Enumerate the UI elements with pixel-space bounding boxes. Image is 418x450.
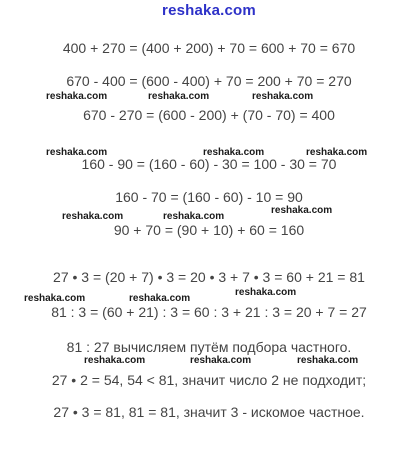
equation-line-4: 160 - 90 = (160 - 60) - 30 = 100 - 30 = 70	[81, 156, 337, 172]
watermark: reshaka.com	[84, 355, 146, 366]
text-line-1: 81 : 27 вычисляем путём подбора частного.	[66, 339, 352, 355]
watermark: reshaka.com	[271, 205, 333, 216]
text-line-3: 27 • 3 = 81, 81 = 81, значит 3 - искомое частное.	[53, 404, 365, 420]
text-line-2: 27 • 2 = 54, 54 < 81, значит число 2 не подходит;	[51, 372, 367, 388]
equation-line-8: 81 : 3 = (60 + 21) : 3 = 60 : 3 + 21 : 3 = 20 + 7 = 27	[51, 304, 367, 320]
watermark: reshaka.com	[235, 287, 297, 298]
site-header[interactable]: reshaka.com	[162, 2, 256, 19]
equation-line-3: 670 - 270 = (600 - 200) + (70 - 70) = 400	[83, 107, 335, 123]
watermark: reshaka.com	[306, 147, 368, 158]
watermark: reshaka.com	[148, 91, 210, 102]
watermark: reshaka.com	[46, 147, 108, 158]
equation-line-5: 160 - 70 = (160 - 60) - 10 = 90	[115, 189, 303, 205]
equation-line-1: 400 + 270 = (400 + 200) + 70 = 600 + 70 = 670	[62, 40, 356, 56]
watermark: reshaka.com	[297, 355, 359, 366]
equation-line-6: 90 + 70 = (90 + 10) + 60 = 160	[113, 222, 305, 238]
watermark: reshaka.com	[203, 147, 265, 158]
watermark: reshaka.com	[129, 293, 191, 304]
watermark: reshaka.com	[252, 91, 314, 102]
equation-line-7: 27 • 3 = (20 + 7) • 3 = 20 • 3 + 7 • 3 = 60 + 21 = 81	[53, 269, 365, 285]
watermark: reshaka.com	[190, 355, 252, 366]
watermark: reshaka.com	[46, 91, 108, 102]
watermark: reshaka.com	[62, 211, 124, 222]
equation-line-2: 670 - 400 = (600 - 400) + 70 = 200 + 70 = 270	[66, 73, 352, 89]
watermark: reshaka.com	[163, 211, 225, 222]
watermark: reshaka.com	[24, 293, 86, 304]
